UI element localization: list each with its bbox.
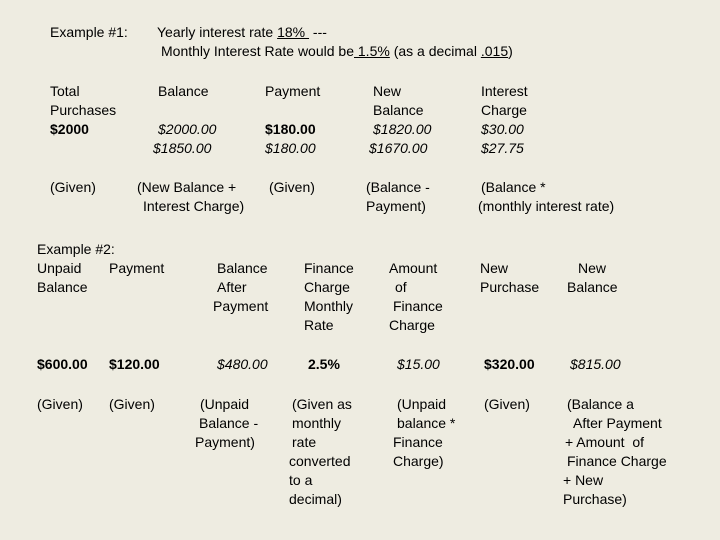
ex1-row2-new-balance: $1670.00	[369, 140, 428, 156]
ex1-row2-balance: $1850.00	[153, 140, 212, 156]
ex2-note-new-balance	[563, 395, 667, 509]
header-line: Balance	[373, 102, 424, 118]
header-line: Amount	[389, 260, 438, 276]
monthly-rate: 1.5%	[354, 43, 390, 59]
example1-monthly-line	[161, 42, 513, 61]
note-line: Payment)	[195, 434, 255, 450]
note-line: (Unpaid	[200, 396, 250, 412]
header-line: Charge	[481, 102, 527, 118]
ex2-note-payment	[109, 395, 155, 414]
note-line: (Balance a	[567, 396, 634, 412]
ex2-header-unpaid-balance	[37, 259, 88, 297]
monthly-line-prefix: Monthly Interest Rate would be	[161, 43, 354, 59]
ex1-row1-interest: $30.00	[481, 121, 524, 137]
ex2-value-rate: 2.5%	[308, 356, 340, 372]
ex1-header-total	[50, 82, 116, 120]
note-line: to a	[289, 472, 313, 488]
note-line: (New Balance +	[137, 179, 237, 195]
note-line: Purchase)	[563, 491, 627, 507]
ex2-note-unpaid-balance	[37, 395, 83, 414]
ex2-header-amount-finance	[389, 259, 443, 335]
note-line: rate	[292, 434, 317, 450]
header-line: Charge	[389, 317, 435, 333]
header-line: Total	[50, 83, 80, 99]
header-line: of	[395, 279, 407, 295]
header-line: Payment	[265, 83, 321, 99]
ex1-row2-interest: $27.75	[481, 140, 524, 156]
header-line: Balance	[567, 279, 618, 295]
ex2-note-balance-after	[195, 395, 258, 452]
note-line: Finance Charge	[567, 453, 667, 469]
ex1-row1-payment: $180.00	[265, 121, 316, 137]
ex2-header-finance-rate	[304, 259, 354, 335]
example2-label: Example #2:	[37, 241, 115, 257]
note-line: (Unpaid	[397, 396, 447, 412]
ex1-note-total: (Given)	[50, 179, 96, 195]
ex2-header-new-purchase	[480, 259, 539, 297]
ex2-note-finance-charge	[393, 395, 455, 471]
note-line: (Balance -	[366, 179, 430, 195]
header-line: Finance	[304, 260, 354, 276]
ex2-value-finance-charge: $15.00	[397, 356, 440, 372]
header-line: After	[217, 279, 247, 295]
header-line: Purchase	[480, 279, 540, 295]
note-line: After Payment	[573, 415, 662, 431]
note-line: (Given as	[292, 396, 352, 412]
note-line: (Given)	[109, 396, 155, 412]
note-line: converted	[289, 453, 351, 469]
ex1-row1-new-balance: $1820.00	[373, 121, 432, 137]
note-line: (Given)	[37, 396, 83, 412]
header-line: Payment	[213, 298, 269, 314]
header-line: Balance	[158, 83, 209, 99]
ex1-row1-balance: $2000.00	[158, 121, 217, 137]
ex2-header-balance-after	[213, 259, 268, 316]
ex2-value-payment: $120.00	[109, 356, 160, 372]
ex1-row2-payment: $180.00	[265, 140, 316, 156]
header-line: Unpaid	[37, 260, 82, 276]
note-line: (monthly interest rate)	[478, 198, 615, 214]
example1-label: Example #1:	[50, 24, 128, 40]
header-line: New	[373, 83, 402, 99]
note-line: Interest Charge)	[143, 198, 245, 214]
note-line: decimal)	[289, 491, 342, 507]
note-line: Finance	[393, 434, 443, 450]
ex1-note-interest	[478, 178, 614, 216]
note-line: (Given)	[484, 396, 530, 412]
header-line: Purchases	[50, 102, 117, 118]
ex2-value-unpaid-balance: $600.00	[37, 356, 88, 372]
header-line: Balance	[37, 279, 88, 295]
monthly-decimal: .015	[480, 43, 509, 59]
header-line: Finance	[393, 298, 443, 314]
example1-rate-line	[157, 23, 327, 42]
header-line: Monthly	[304, 298, 354, 314]
header-line: Interest	[481, 83, 528, 99]
header-line: Balance	[217, 260, 268, 276]
ex1-note-new-balance	[366, 178, 430, 216]
ex1-header-interest	[481, 82, 528, 120]
note-line: Balance -	[199, 415, 259, 431]
ex1-note-payment: (Given)	[269, 179, 315, 195]
ex1-header-balance	[158, 82, 209, 101]
note-line: monthly	[292, 415, 342, 431]
rate-line-suffix: ---	[309, 24, 327, 40]
header-line: New	[480, 260, 509, 276]
note-line: + Amount of	[565, 434, 644, 450]
header-line: Payment	[109, 260, 165, 276]
ex1-row1-total: $2000	[50, 121, 89, 137]
note-line: + New	[563, 472, 604, 488]
monthly-line-mid: (as a decimal	[389, 43, 481, 59]
ex2-value-new-balance: $815.00	[570, 356, 621, 372]
rate-line-prefix: Yearly interest rate	[157, 24, 278, 40]
note-line: Payment)	[366, 198, 426, 214]
header-line: Rate	[304, 317, 334, 333]
ex1-note-balance	[137, 178, 244, 216]
ex1-header-new-balance	[373, 82, 424, 120]
note-line: balance *	[397, 415, 456, 431]
header-line: Charge	[304, 279, 350, 295]
yearly-rate: 18%	[277, 24, 310, 40]
monthly-line-end: )	[508, 43, 513, 59]
ex2-note-rate	[289, 395, 352, 509]
ex2-note-new-purchase	[484, 395, 530, 414]
note-line: (Balance *	[481, 179, 546, 195]
note-line: Charge)	[393, 453, 444, 469]
ex2-header-new-balance	[567, 259, 618, 297]
header-line: New	[578, 260, 607, 276]
ex2-value-balance-after: $480.00	[217, 356, 268, 372]
ex2-header-payment	[109, 259, 164, 278]
ex1-header-payment	[265, 82, 320, 101]
ex2-value-new-purchase: $320.00	[484, 356, 535, 372]
